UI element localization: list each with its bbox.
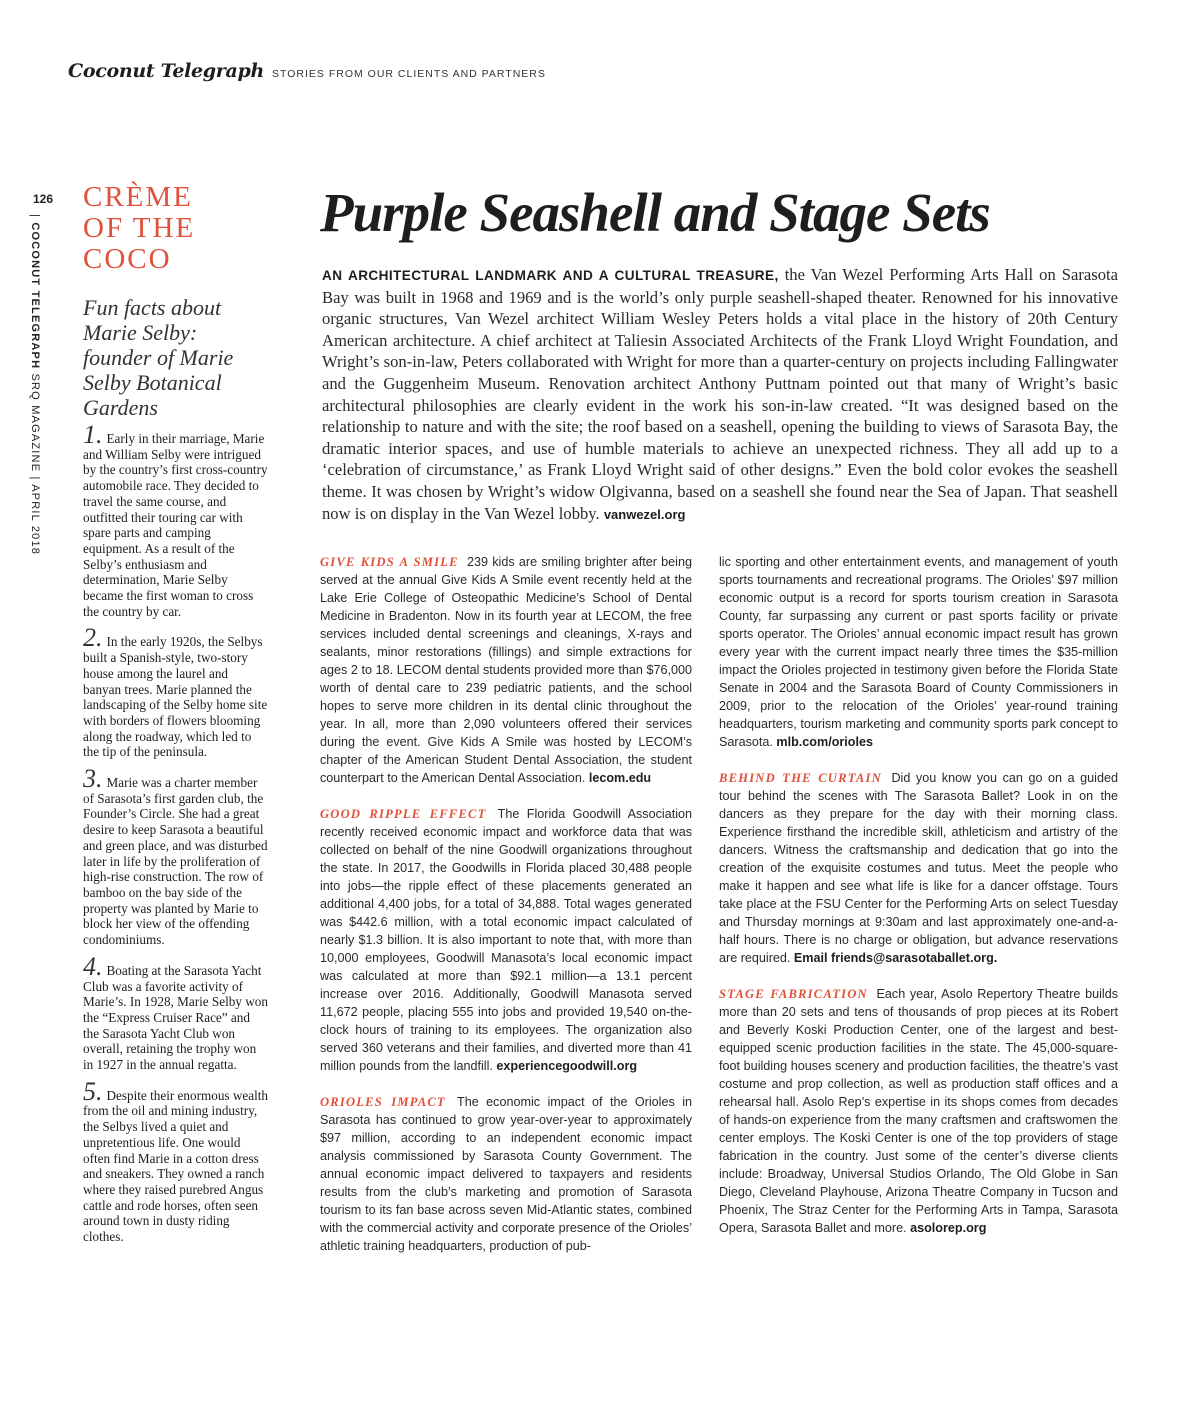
news-item-orioles-continued: [719, 553, 1118, 751]
article-headline: Purple Seashell and Stage Sets: [320, 182, 990, 243]
kicker-orioles: ORIOLES IMPACT: [320, 1095, 446, 1109]
fact-number: 2.: [83, 623, 103, 653]
fact-item: [83, 623, 269, 760]
orioles-link[interactable]: mlb.com/orioles: [776, 735, 873, 749]
news-item-stage: [719, 985, 1118, 1237]
fact-number: 5.: [83, 1076, 103, 1106]
news-item-orioles: [320, 1093, 692, 1255]
sidebar-title: [83, 182, 269, 275]
ballet-email-link[interactable]: Email friends@sarasotaballet.org.: [793, 951, 998, 965]
curtain-body: Did you know you can go on a guided tour behind the scenes with The Sarasota Ballet? Look in on the dancers as they prepare for the day with their morning class. Experience firsthand the incredible skill, athleticism and artistry of the dancers. Witness the craftsmanship and dedication that go into the creation of the exquisite costumes and tutus. Meet the people who make it happen and see what life is like for a dancer offstage. Tours take place at the FSU Center for the Performing Arts on select Tuesday and Thursday mornings at 9:30am and last approximately one-and-a-half hours. There is no charge or obligation, but advance reservations are required.: [719, 771, 1118, 965]
asolorep-link[interactable]: asolorep.org: [910, 1221, 987, 1235]
news-item-give-kids: [320, 553, 692, 787]
kicker-ripple: GOOD RIPPLE EFFECT: [320, 807, 487, 821]
intro-body: the Van Wezel Performing Arts Hall on Sarasota Bay was built in 1968 and 1969 and is the world’s only purple seashell-shaped theater. Renowned for his innovative organic structures, Van Wezel architect William Wesley Peters holds a vital place in the history of 20th Century American architecture. A chief architect at Taliesin Associated Architects of the Frank Lloyd Wright Foundation, and Wright’s son-in-law, Peters collaborated with Wright for more than a quarter-century on projects including Fallingwater and the Guggenheim Museum. Renovation architect Anthony Puttnam pointed out that many of Wright’s basic architectural philosophies are clearly evident in the work his son-in-law created. “It was designed based on the relationship to nature and with the site; the roof based on a seashell, opening the building to views of Sarasota Bay, the dramatic interior spaces, and use of humble materials to achieve an unexpected richness. They all add up to a ‘celebration of circumstance,’ as Frank Lloyd Wright said of other designs.” Even the bold color evokes the seashell theme. It was chosen by Wright’s widow Olgivanna, based on a seashell she found near the Sea of Japan. That seashell now is on display in the Van Wezel lobby.: [322, 265, 1118, 523]
fact-item: [83, 951, 269, 1073]
sidebar-subtitle: Fun facts about Marie Selby: founder of Marie Selby Botanical Gardens: [83, 295, 234, 420]
fact-text: Boating at the Sarasota Yacht Club was a favorite activity of Marie’s. In 1928, Marie Selby won the “Express Cruiser Race” and the Sarasota Yacht Club won overall, retaining the trophy won in 1927 in the annual regatta.: [83, 962, 268, 1073]
fact-text: Despite their enormous wealth from the oil and mining industry, the Selbys lived a quiet and unpretentious life. One would often find Marie in a cotton dress and sneakers. They owned a ranch where they raised purebred Angus cattle and rode horses, often seen around town in dusty riding clothes.: [83, 1087, 269, 1245]
fact-number: 4.: [83, 951, 103, 981]
kicker-give-kids: GIVE KIDS A SMILE: [320, 555, 459, 569]
fact-number: 1.: [83, 420, 103, 449]
goodwill-link[interactable]: experiencegoodwill.org: [496, 1059, 638, 1073]
folio-brand: COCONUT TELEGRAPH: [29, 222, 41, 370]
fact-number: 3.: [83, 764, 103, 794]
fact-item: [83, 420, 269, 619]
page-number: 126: [32, 192, 54, 206]
folio-separator: |: [29, 214, 41, 219]
give-kids-body: 239 kids are smiling brighter after being served at the annual Give Kids A Smile event recently held at the Lake Erie College of Osteopathic Medicine’s School of Dental Medicine in Bradenton. Now in its fourth year at LECOM, the free services included dental screenings and cleanings, X-rays and sealants, minor restorations (fillings) and simple extractions for ages 2 to 18. LECOM dental students provided more than $76,000 worth of dental care to 239 pediatric patients, and the school hopes to serve more children in its dental clinic throughout the year. In all, more than 2,090 volunteers offered their services during the event. Give Kids A Smile was hosted by LECOM’s chapter of the American Student Dental Association, the student counterpart to the American Dental Association.: [320, 555, 692, 785]
kicker-curtain: BEHIND THE CURTAIN: [719, 771, 882, 785]
page-header: [68, 60, 546, 82]
folio-strip: [29, 214, 41, 555]
brand-tagline: STORIES FROM OUR CLIENTS AND PARTNERS: [272, 68, 546, 80]
fact-text: Marie was a charter member of Sarasota’s first garden club, the Founder’s Circle. She had a great desire to keep Sarasota a beautiful and green place, and was disturbed later in life by the proliferation of high-rise construction. The row of bamboo on the bay side of the property was planted by Marie to block her view of the offending condominiums.: [83, 775, 268, 948]
fact-text: Early in their marriage, Marie and William Selby were intrigued by the country’s first cross-country automobile race. They decided to travel the same course, and outfitted their touring car with spare parts and camping equipment. As a result of the Selby’s enthusiasm and determination, Marie Selby became the first woman to cross the country by car.: [83, 431, 268, 619]
vanwezel-link[interactable]: vanwezel.org: [603, 506, 686, 522]
lecom-link[interactable]: lecom.edu: [588, 771, 652, 785]
news-item-ripple: [320, 805, 692, 1075]
stage-body: Each year, Asolo Repertory Theatre builds more than 20 sets and tens of thousands of prop pieces at its Robert and Beverly Koski Production Center, one of the largest and best-equipped scenic production facilities in the state. The 45,000-square-foot building houses scenery and production facilities, the theatre’s vast costume and prop collection, as well as production staff offices and a rehearsal hall. Asolo Rep’s expertise in its shops comes from decades of hands-on experience from the many craftsmen and craftswomen the center employs. The Koski Center is one of the top providers of stage fabrication in the country. Just some of the center’s diverse clients include: Broadway, Universal Studios Orlando, The Old Globe in San Diego, Cleveland Playhouse, Arizona Theatre Company in Tucson and Phoenix, The Straz Center for the Performing Arts in Tampa, Sarasota Opera, Sarasota Ballet and more.: [719, 987, 1119, 1235]
left-news-column: [320, 553, 692, 1273]
intro-lead: AN ARCHITECTURAL LANDMARK AND A CULTURAL TREASURE,: [322, 268, 779, 283]
kicker-stage: STAGE FABRICATION: [719, 987, 868, 1001]
sidebar-title-line: CRÈME: [83, 181, 193, 213]
fact-item: [83, 1076, 269, 1245]
right-news-column: [719, 553, 1118, 1255]
folio-issue: SRQ MAGAZINE | APRIL 2018: [29, 373, 41, 556]
orioles-body-part1: The economic impact of the Orioles in Sarasota has continued to grow year-over-year to approximately $97 million, according to an independent economic impact analysis commissioned by Sarasota County Government. The annual economic impact delivered to taxpayers and residents results from the club’s marketing and promotion of Sarasota tourism to its fan base across seven Mid-Atlantic states, combined with the commercial activity and corporate presence of the Orioles’ athletic training headquarters, production of pub-: [320, 1095, 692, 1253]
sidebar-title-line: COCO: [83, 243, 172, 275]
news-item-curtain: [719, 769, 1118, 967]
article-intro: [322, 264, 1118, 525]
ripple-body: The Florida Goodwill Association recently received economic impact and workforce data that was collected on behalf of the nine Goodwill organizations throughout the state. In 2017, the Goodwills in Florida placed 30,488 people into jobs—the ripple effect of these placements generated an additional 4,400 jobs, for a total of 34,888. Total wages generated was $442.6 million, with a total economic impact calculated of nearly $1.3 billion. It is also important to note that, with more than 10,000 employees, Goodwill Manasota’s local economic impact was calculated at more than $92.1 million—a 13.1 percent increase over 2016. Additionally, Goodwill Manasota served 11,672 people, placing 555 into jobs and provided 19,540 on-the-clock hours of training to its employees. The organization also served 360 veterans and their families, and diverted more than 41 million pounds from the landfill.: [320, 807, 692, 1073]
sidebar: [83, 182, 269, 1259]
fact-item: [83, 764, 269, 948]
brand-name: Coconut Telegraph: [68, 60, 265, 82]
orioles-body-part2: lic sporting and other entertainment events, and management of youth sports tournaments and recreational programs. The Orioles’ $97 million economic output is a record for sports tourism creation in Sarasota County, far surpassing any current or past sports facility or private sports operator. The Orioles’ annual economic impact result has grown every year with the current impact nearly three times the $35-million impact the Orioles projected in testimony given before the Florida State Senate in 2004 and the Sarasota Board of County Commissioners in 2009, prior to the relocation of the Orioles’ year-round training headquarters, tourism marketing and community sports park concept to Sarasota.: [719, 555, 1118, 749]
sidebar-title-line: OF THE: [83, 212, 196, 244]
fact-text: In the early 1920s, the Selbys built a Spanish-style, two-story house among the laurel and banyan trees. Marie planned the landscaping of the Selby home site with borders of flowers blooming along the roadway, which led to the tip of the peninsula.: [83, 634, 268, 760]
